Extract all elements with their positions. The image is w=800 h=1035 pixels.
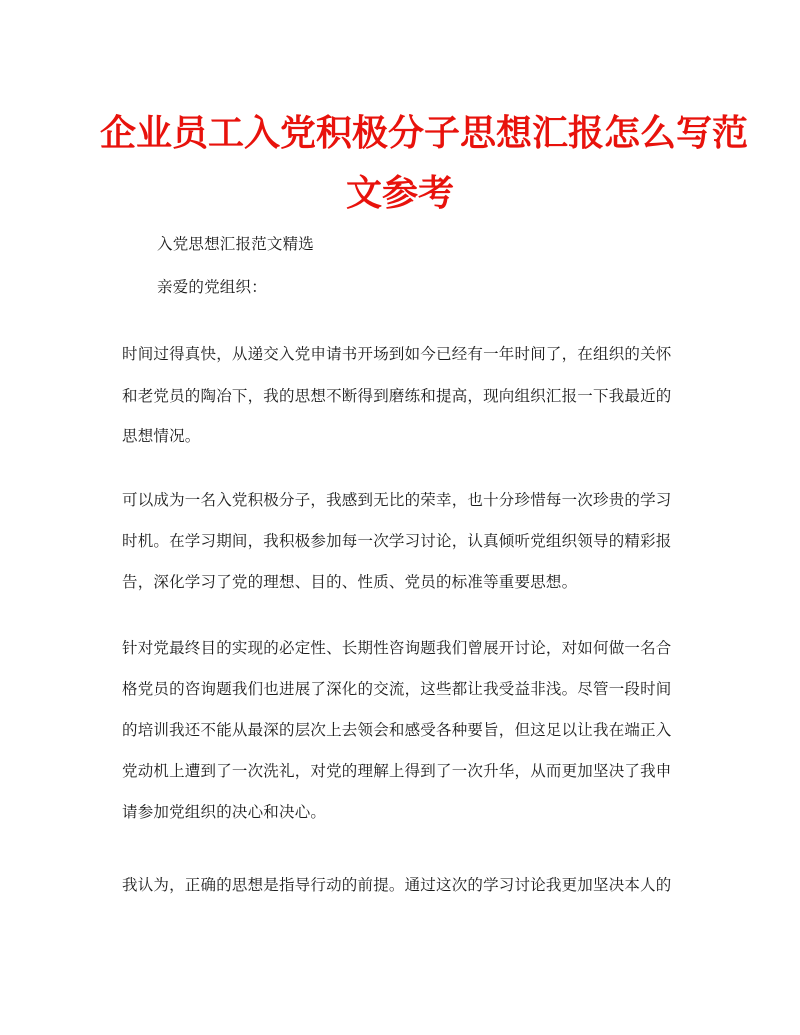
document-title-line-2: 文参考 xyxy=(345,173,454,214)
paragraph-2-line-3: 告，深化学习了党的理想、目的、性质、党员的标准等重要思想。 xyxy=(122,573,578,591)
paragraph-2-line-1: 可以成为一名入党积极分子，我感到无比的荣幸，也十分珍惜每一次珍贵的学习 xyxy=(122,491,672,509)
salutation: 亲爱的党组织： xyxy=(157,278,267,296)
paragraph-3-line-2: 格党员的咨询题我们也进展了深化的交流，这些都让我受益非浅。尽管一段时间 xyxy=(122,680,672,698)
document-title-line-1: 企业员工入党积极分子思想汇报怎么写范 xyxy=(100,113,749,154)
paragraph-1-line-3: 思想情况。 xyxy=(122,427,201,445)
paragraph-1-line-2: 和老党员的陶冶下，我的思想不断得到磨练和提高，现向组织汇报一下我最近的 xyxy=(122,387,672,405)
paragraph-2-line-2: 时机。在学习期间，我积极参加每一次学习讨论，认真倾听党组织领导的精彩报 xyxy=(122,532,672,550)
paragraph-3-line-5: 请参加党组织的决心和决心。 xyxy=(122,803,327,821)
paragraph-4-line-1: 我认为，正确的思想是指导行动的前提。通过这次的学习讨论我更加坚决本人的 xyxy=(122,876,672,894)
subtitle: 入党思想汇报范文精选 xyxy=(157,235,315,253)
paragraph-3-line-3: 的培训我还不能从最深的层次上去领会和感受各种要旨，但这足以让我在端正入 xyxy=(122,721,672,739)
paragraph-3-line-1: 针对党最终目的实现的必定性、长期性咨询题我们曾展开讨论，对如何做一名合 xyxy=(122,639,672,657)
paragraph-3-line-4: 党动机上遭到了一次洗礼，对党的理解上得到了一次升华，从而更加坚决了我申 xyxy=(122,762,672,780)
paragraph-1-line-1: 时间过得真快，从递交入党申请书开场到如今已经有一年时间了，在组织的关怀 xyxy=(122,345,672,363)
